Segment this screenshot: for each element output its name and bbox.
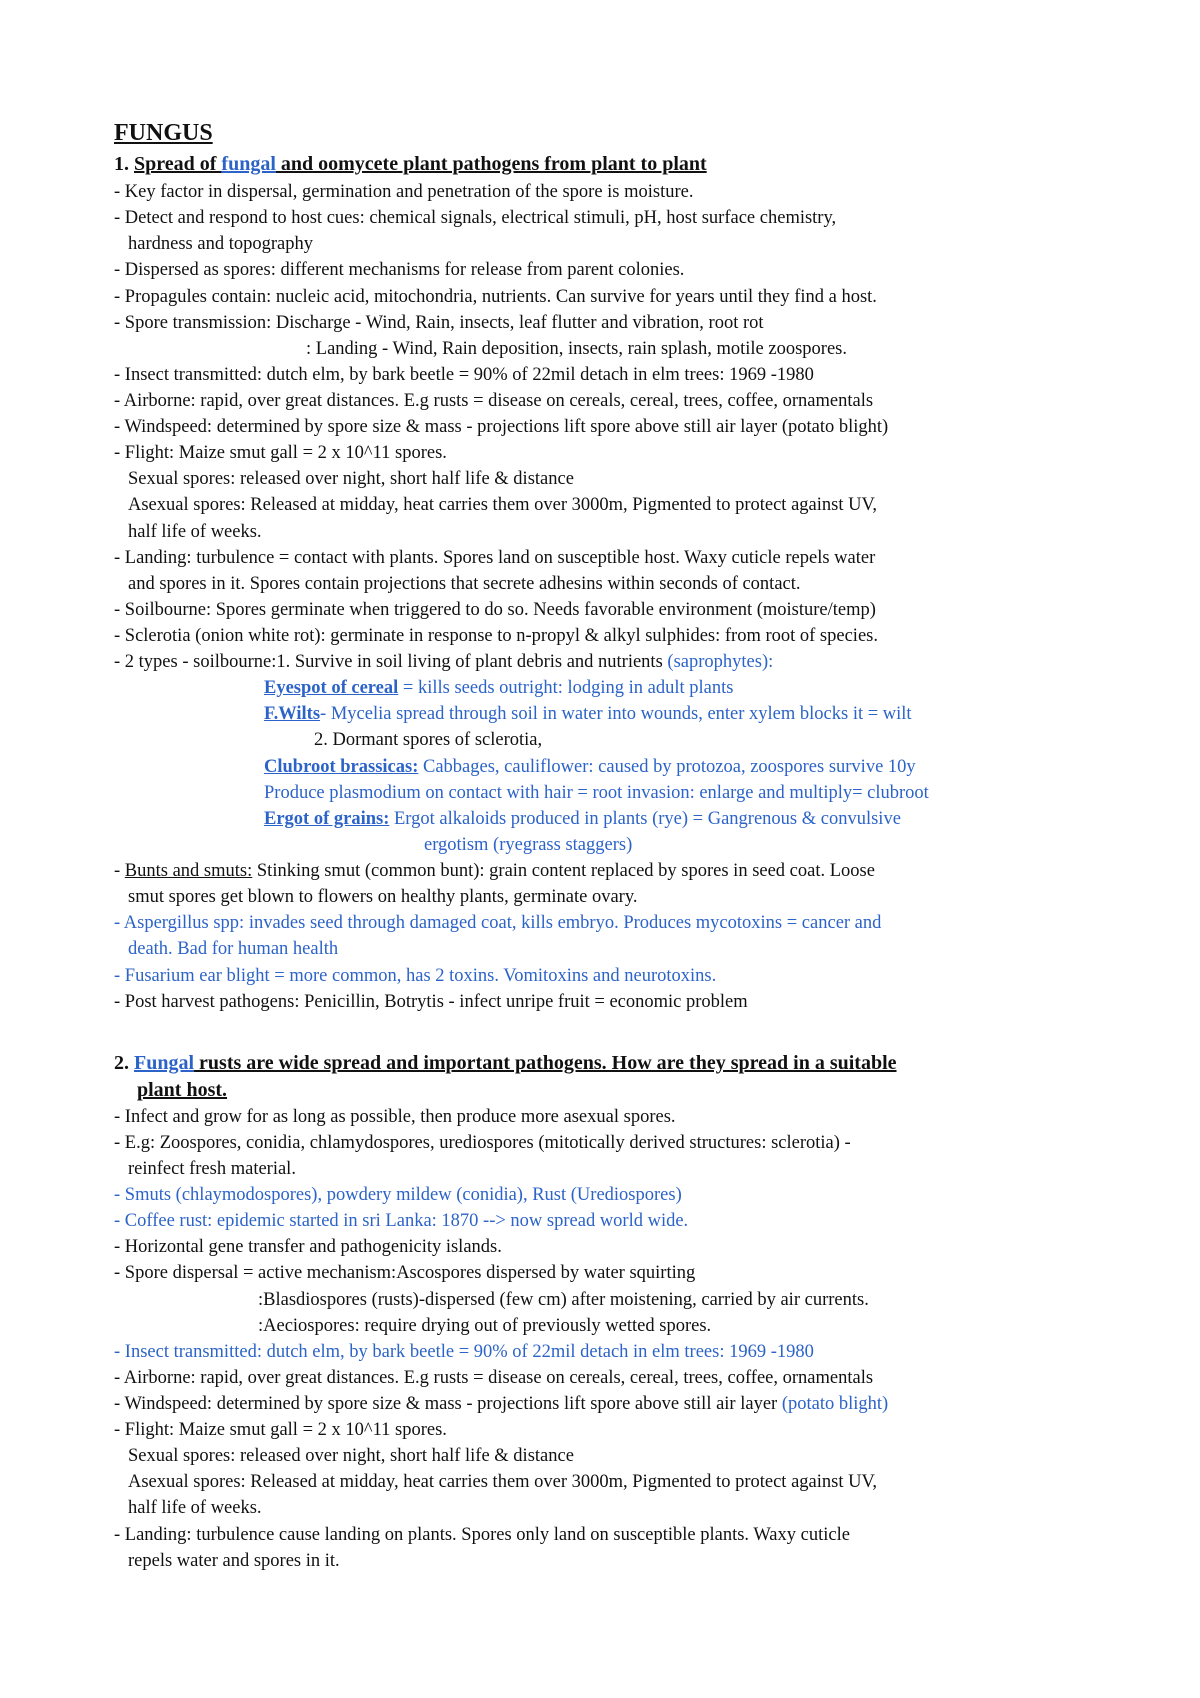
section-1-heading (114, 151, 707, 177)
section-2-heading-part-a: rusts are wide spread and important pathogens. How are they spread in a suitable (194, 1052, 897, 1074)
s2-line-17: - Landing: turbulence cause landing on plants. Spores only land on susceptible plants. Waxy cuticle (114, 1525, 850, 1545)
s1-line-3: hardness and topography (128, 234, 313, 254)
s1-line-8: - Insect transmitted: dutch elm, by bark beetle = 90% of 22mil detach in elm trees: 1969 -1980 (114, 365, 814, 385)
s1-line-9: - Airborne: rapid, over great distances. E.g rusts = disease on cereals, cereal, trees, coffee, ornamentals (114, 391, 874, 411)
eyespot-of-cereal-link[interactable]: Eyespot of cereal (264, 678, 399, 698)
s1-line-31: - Fusarium ear blight = more common, has 2 toxins. Vomitoxins and neurotoxins. (114, 966, 717, 986)
section-1-heading-part-b: and oomycete plant pathogens from plant to plant (275, 153, 707, 175)
s2-line-13: - Flight: Maize smut gall = 2 x 10^11 spores. (114, 1420, 447, 1440)
s1-line-2: - Detect and respond to host cues: chemical signals, electrical stimuli, pH, host surface chemistry, (114, 208, 837, 228)
s1-line-26: ergotism (ryegrass staggers) (424, 835, 633, 855)
s1-line-32: - Post harvest pathogens: Penicillin, Botrytis - infect unripe fruit = economic problem (114, 992, 748, 1012)
s1-line-1: - Key factor in dispersal, germination and penetration of the spore is moisture. (114, 182, 694, 202)
s2-line-5: - Coffee rust: epidemic started in sri Lanka: 1870 --> now spread world wide. (114, 1211, 689, 1231)
s2-line-12-potato-blight: (potato blight) (781, 1394, 889, 1414)
s1-line-23 (264, 754, 916, 780)
section-2-number: 2. (114, 1052, 134, 1074)
s2-line-10: - Insect transmitted: dutch elm, by bark beetle = 90% of 22mil detach in elm trees: 1969 -1980 (114, 1342, 814, 1362)
s1-line-16: and spores in it. Spores contain projections that secrete adhesins within seconds of contact. (128, 574, 801, 594)
s2-line-2: - E.g: Zoospores, conidia, chlamydospores, urediospores (mitotically derived structures: sclerotia) - (114, 1133, 851, 1153)
s1-line-28: smut spores get blown to flowers on healthy plants, germinate ovary. (128, 887, 638, 907)
s1-line-18: - Sclerotia (onion white rot): germinate in response to n-propyl & alkyl sulphides: from root of species. (114, 626, 878, 646)
s1-line-17: - Soilbourne: Spores germinate when triggered to do so. Needs favorable environment (moisture/temp) (114, 600, 876, 620)
s1-line-19-text: - 2 types - soilbourne:1. Survive in soil living of plant debris and nutrients (114, 652, 668, 672)
s1-line-21 (264, 701, 912, 727)
s2-line-11: - Airborne: rapid, over great distances. E.g rusts = disease on cereals, cereal, trees, coffee, ornamentals (114, 1368, 874, 1388)
s2-line-18: repels water and spores in it. (128, 1551, 340, 1571)
clubroot-brassicas-link[interactable]: Clubroot brassicas: (264, 757, 419, 777)
s1-line-6: - Spore transmission: Discharge - Wind, Rain, insects, leaf flutter and vibration, root rot (114, 313, 764, 333)
section-1-heading-link-fungal[interactable]: fungal (221, 153, 276, 175)
s1-line-7: : Landing - Wind, Rain deposition, insects, rain splash, motile zoospores. (306, 339, 847, 359)
s1-line-10: - Windspeed: determined by spore size & mass - projections lift spore above still air layer (potato blight) (114, 417, 889, 437)
s2-line-12-text: - Windspeed: determined by spore size & mass - projections lift spore above still air layer (114, 1394, 782, 1414)
page-title: FUNGUS (114, 120, 213, 146)
s1-line-21-text: - Mycelia spread through soil in water into wounds, enter xylem blocks it = wilt (320, 704, 912, 724)
s2-line-4: - Smuts (chlaymodospores), powdery mildew (conidia), Rust (Urediospores) (114, 1185, 682, 1205)
s1-line-12: Sexual spores: released over night, short half life & distance (128, 469, 574, 489)
section-1-number: 1. (114, 153, 134, 175)
section-1-heading-part-a: Spread of (134, 153, 222, 175)
f-wilts-link[interactable]: F.Wilts (264, 704, 321, 724)
s1-line-4: - Dispersed as spores: different mechanisms for release from parent colonies. (114, 260, 685, 280)
s1-line-11: - Flight: Maize smut gall = 2 x 10^11 spores. (114, 443, 447, 463)
s1-line-30: death. Bad for human health (128, 939, 339, 959)
s1-line-25-text: Ergot alkaloids produced in plants (rye) = Gangrenous & convulsive (389, 809, 901, 829)
s1-line-5: - Propagules contain: nucleic acid, mitochondria, nutrients. Can survive for years until they find a host. (114, 287, 877, 307)
s1-line-27-dash: - (114, 861, 125, 881)
s1-line-27-text: Stinking smut (common bunt): grain content replaced by spores in seed coat. Loose (252, 861, 875, 881)
s1-line-24: Produce plasmodium on contact with hair = root invasion: enlarge and multiply= clubroot (264, 783, 929, 803)
s1-line-29: - Aspergillus spp: invades seed through damaged coat, kills embryo. Produces mycotoxins = cancer and (114, 913, 882, 933)
section-2-heading-link-fungal[interactable]: Fungal (134, 1052, 195, 1074)
section-2-heading-line-2: plant host. (137, 1079, 228, 1101)
s1-line-27 (114, 858, 875, 884)
s2-line-6: - Horizontal gene transfer and pathogenicity islands. (114, 1237, 502, 1257)
s2-line-14: Sexual spores: released over night, short half life & distance (128, 1446, 574, 1466)
bunts-and-smuts-label: Bunts and smuts: (124, 861, 253, 881)
ergot-of-grains-link[interactable]: Ergot of grains: (264, 809, 390, 829)
s1-line-20-text: = kills seeds outright: lodging in adult plants (398, 678, 734, 698)
s2-line-7: - Spore dispersal = active mechanism:Ascospores dispersed by water squirting (114, 1263, 696, 1283)
s1-line-25 (264, 806, 901, 832)
s1-line-15: - Landing: turbulence = contact with plants. Spores land on susceptible host. Waxy cuticle repels water (114, 548, 876, 568)
section-2-heading (114, 1050, 897, 1076)
s1-line-19-saprophytes: (saprophytes): (667, 652, 774, 672)
s1-line-19 (114, 649, 773, 675)
s2-line-3: reinfect fresh material. (128, 1159, 296, 1179)
s2-line-9: :Aeciospores: require drying out of previously wetted spores. (258, 1316, 712, 1336)
s1-line-22: 2. Dormant spores of sclerotia, (314, 730, 543, 750)
s2-line-1: - Infect and grow for as long as possible, then produce more asexual spores. (114, 1107, 676, 1127)
s1-line-14: half life of weeks. (128, 522, 262, 542)
s2-line-15: Asexual spores: Released at midday, heat carries them over 3000m, Pigmented to protect against UV, (128, 1472, 878, 1492)
s1-line-20 (264, 675, 733, 701)
s1-line-13: Asexual spores: Released at midday, heat carries them over 3000m, Pigmented to protect against UV, (128, 495, 878, 515)
s2-line-12 (114, 1391, 888, 1417)
s2-line-16: half life of weeks. (128, 1498, 262, 1518)
s2-line-8: :Blasdiospores (rusts)-dispersed (few cm) after moistening, carried by air currents. (258, 1290, 869, 1310)
s1-line-23-text: Cabbages, cauliflower: caused by protozoa, zoospores survive 10y (418, 757, 916, 777)
